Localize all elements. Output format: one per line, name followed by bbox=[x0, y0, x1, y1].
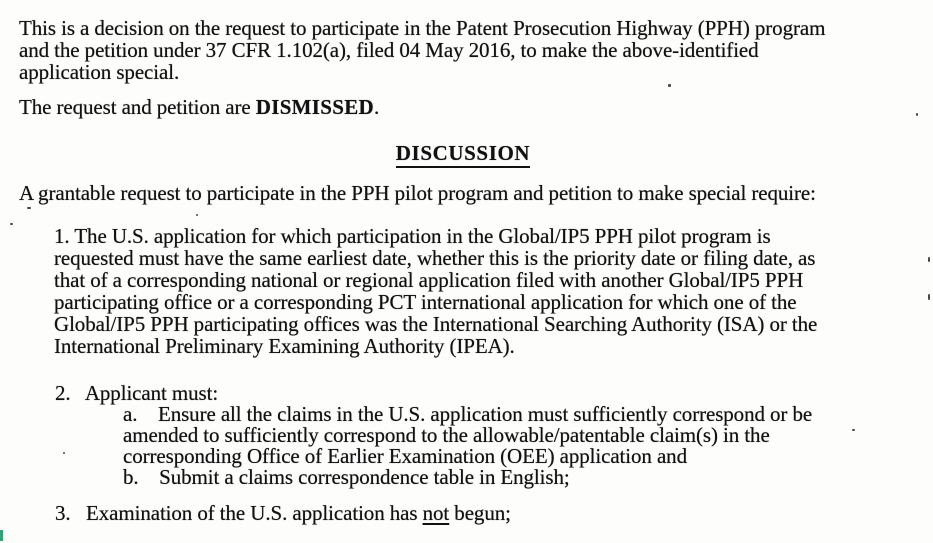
decision-paragraph bbox=[19, 96, 933, 118]
requirement-1 bbox=[54, 225, 933, 357]
scan-speck bbox=[63, 452, 65, 454]
requirement-2a-line-3: corresponding Office of Earlier Examination (OEE) application and bbox=[123, 444, 687, 468]
scan-speck bbox=[668, 84, 671, 87]
requirement-2a-line-2: amended to sufficiently correspond to the allowable/patentable claim(s) in the bbox=[123, 423, 770, 447]
intro-line-1: This is a decision on the request to participate in the Patent Prosecution Highway (PPH) program bbox=[19, 16, 826, 40]
decision-prefix: The request and petition are bbox=[19, 95, 256, 119]
scan-speck bbox=[852, 429, 855, 431]
discussion-heading: DISCUSSION bbox=[396, 141, 530, 168]
requirement-3 bbox=[55, 503, 933, 524]
requirement-1-line-5: Global/IP5 PPH participating offices was the International Searching Authority (ISA) or the bbox=[54, 312, 818, 336]
intro-paragraph bbox=[19, 17, 933, 83]
requirement-2a-line-1: a. Ensure all the claims in the U.S. application must sufficiently correspond or be bbox=[123, 402, 813, 426]
not-underlined-word: not bbox=[422, 501, 450, 525]
scan-speck bbox=[916, 113, 918, 116]
decision-line bbox=[19, 96, 933, 118]
decision-suffix: . bbox=[374, 95, 380, 119]
requirement-1-line-3: that of a corresponding national or regional application filed with another Global/IP5 PPH bbox=[54, 268, 804, 292]
intro-line-2: and the petition under 37 CFR 1.102(a), filed 04 May 2016, to make the above-identified bbox=[19, 38, 759, 62]
requirement-1-line-4: participating office or a corresponding PCT international application for which one of the bbox=[54, 290, 797, 314]
requirement-2-label: 2. Applicant must: bbox=[55, 381, 219, 405]
scan-speck bbox=[928, 294, 930, 300]
scan-speck bbox=[10, 223, 13, 225]
scan-edge-artifact bbox=[0, 530, 3, 541]
grantable-line: A grantable request to participate in the PPH pilot program and petition to make special require: bbox=[19, 181, 816, 205]
requirement-2 bbox=[19, 383, 933, 488]
requirement-1-line-2: requested must have the same earliest date, whether this is the priority date or filing date, as bbox=[54, 246, 816, 270]
requirement-3-line bbox=[55, 503, 933, 524]
requirement-1-line-1: 1. The U.S. application for which participation in the Global/IP5 PPH pilot program is bbox=[54, 224, 771, 248]
requirement-1-line-6: International Preliminary Examining Authority (IPEA). bbox=[54, 334, 515, 358]
grantable-paragraph bbox=[19, 182, 933, 204]
dismissed-status: DISMISSED bbox=[255, 95, 375, 119]
discussion-heading-row bbox=[19, 141, 907, 165]
requirement-3-suffix: begun; bbox=[449, 501, 511, 525]
requirement-3-prefix: 3. Examination of the U.S. application has bbox=[55, 501, 423, 525]
scan-speck bbox=[196, 214, 198, 216]
scan-speck bbox=[27, 207, 31, 209]
requirement-2b-line: b. Submit a claims correspondence table in English; bbox=[123, 465, 570, 489]
scan-speck bbox=[928, 257, 930, 262]
intro-line-3: application special. bbox=[19, 60, 180, 84]
requirement-2-sublist bbox=[123, 404, 933, 488]
